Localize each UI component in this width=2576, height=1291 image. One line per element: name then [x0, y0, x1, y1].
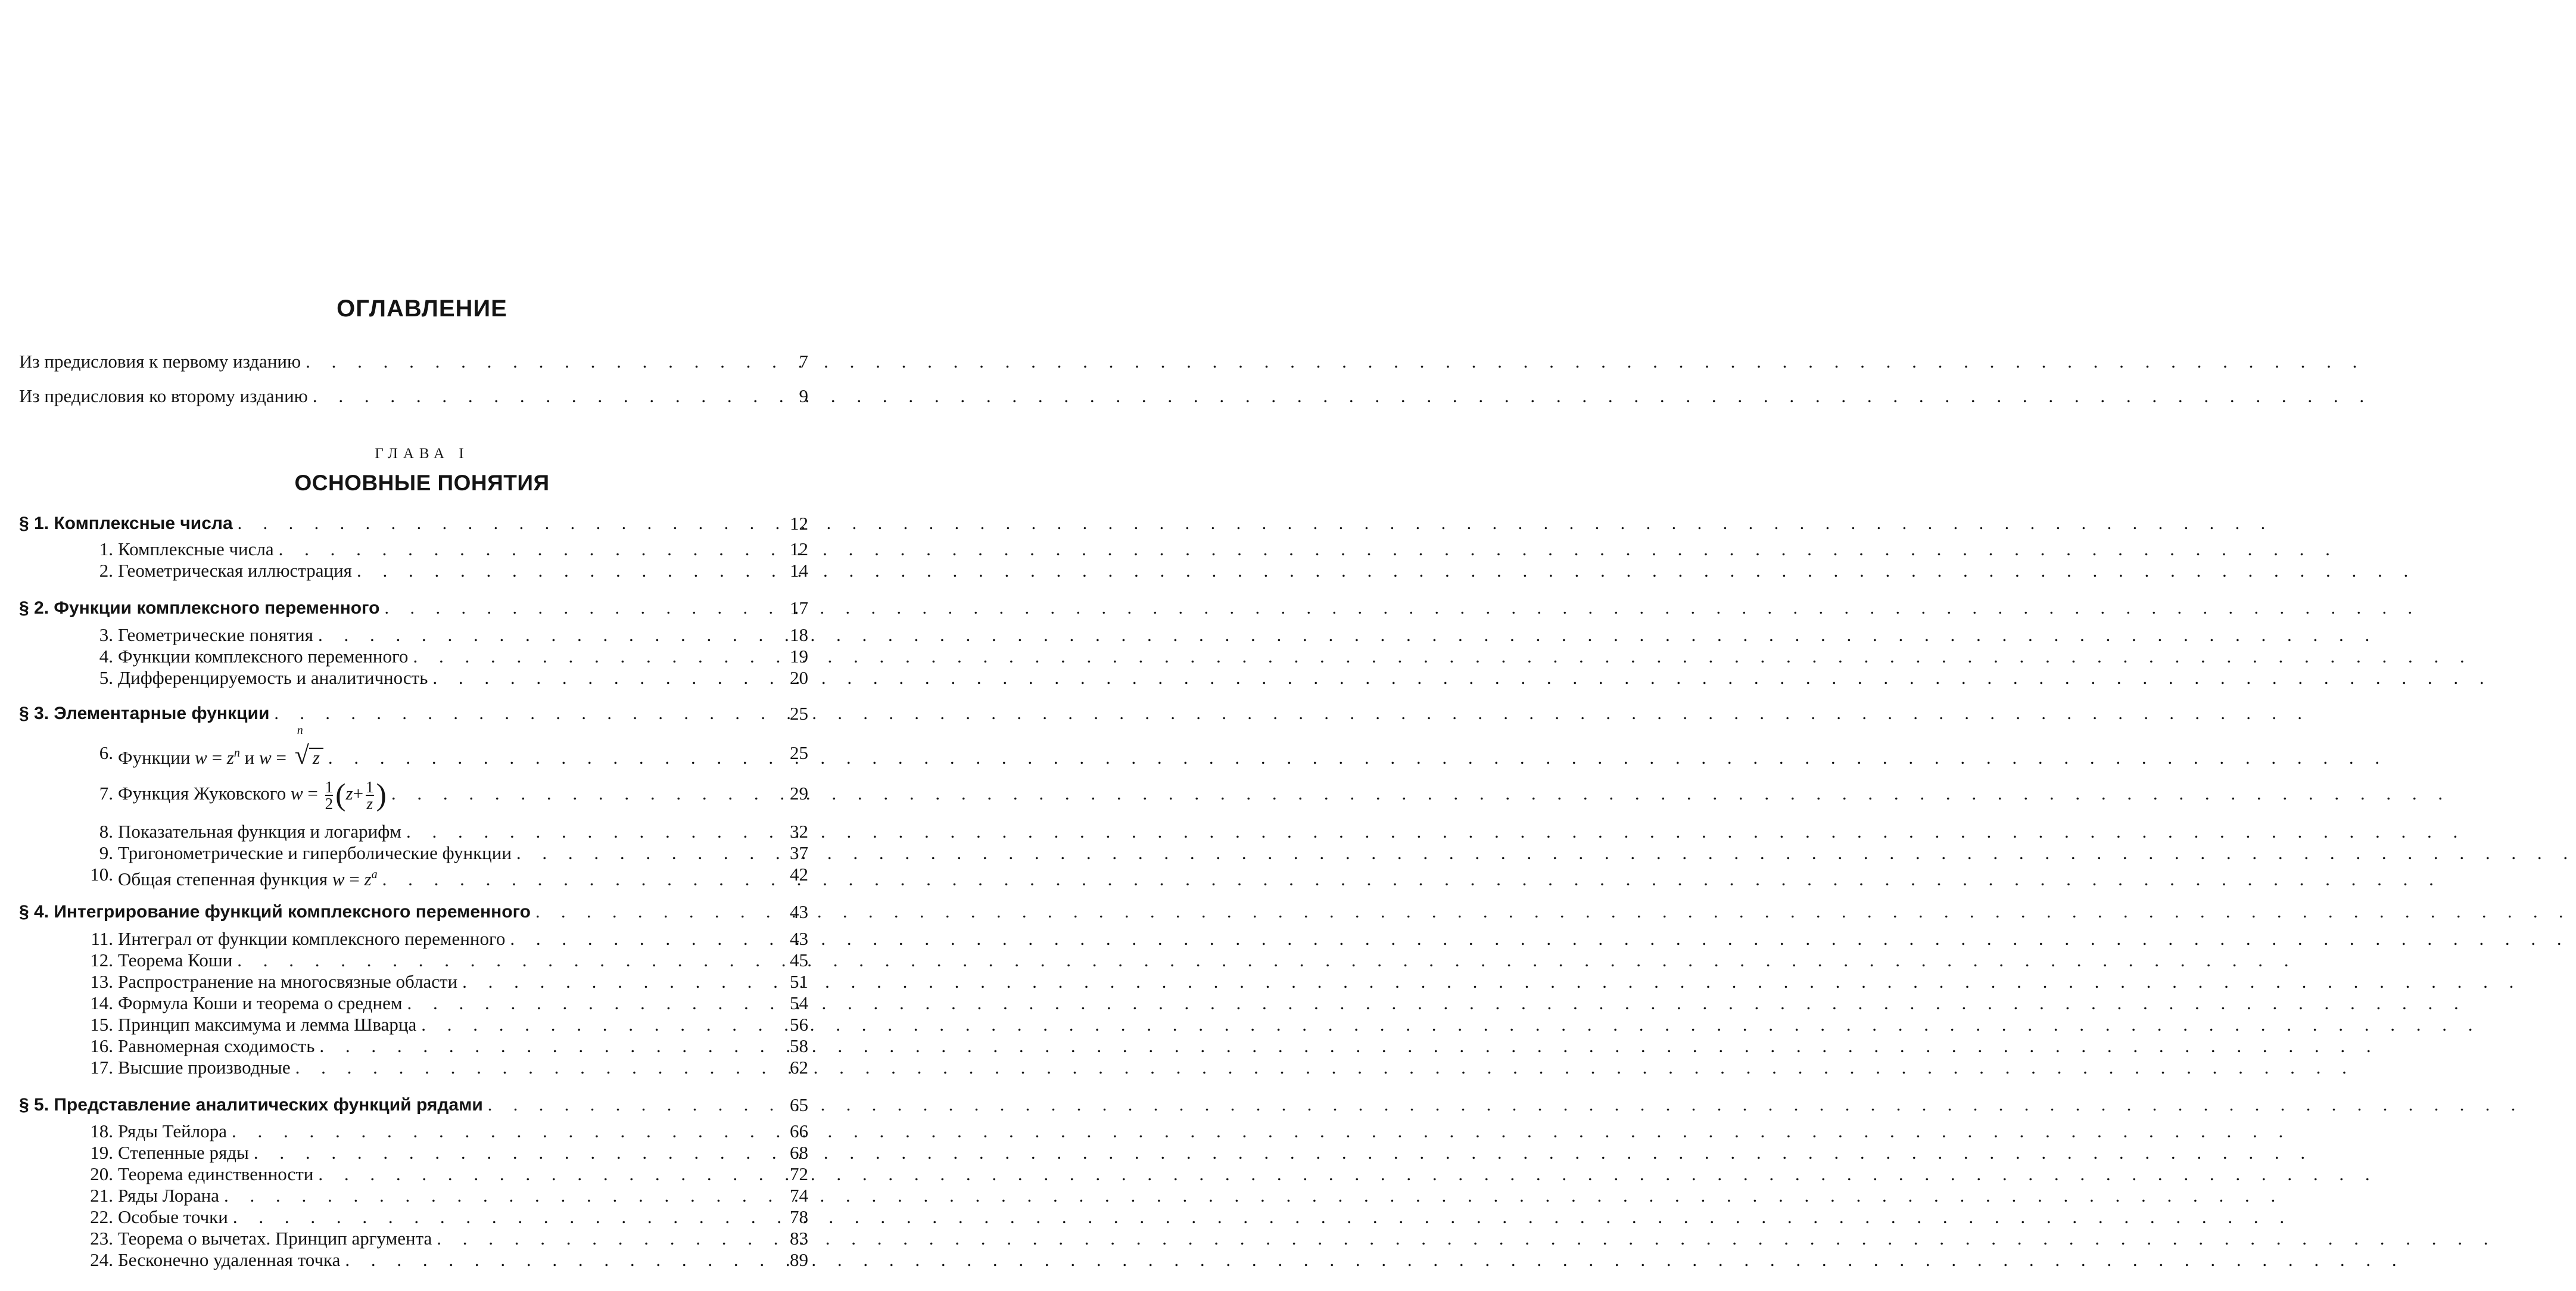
item-label: Геометрические понятия [118, 624, 313, 645]
entry-page-number: 25 [790, 703, 808, 724]
entry-page-number: 43 [790, 928, 808, 949]
item-number: 12. [90, 950, 113, 970]
item-label: Интеграл от функции комплексного переменного [118, 928, 506, 949]
item-label: Принцип максимума и лемма Шварца [118, 1014, 417, 1035]
toc-section-1[interactable] [0, 512, 844, 535]
item-number: 22. [90, 1206, 113, 1227]
page-title: ОГЛАВЛЕНИЕ [337, 295, 507, 322]
entry-page-number: 83 [790, 1228, 808, 1249]
item-number: 15. [90, 1014, 113, 1035]
toc-item-9[interactable] [0, 842, 844, 864]
toc-item-5[interactable] [0, 667, 844, 689]
entry-page-number: 65 [790, 1094, 808, 1115]
item-label: Функции $w = z^n$ и w = n √ z [118, 735, 323, 776]
leader-dots [269, 702, 2310, 725]
section-label: § 1. Комплексные числа [19, 514, 233, 533]
entry-page-number: 43 [790, 901, 808, 922]
leader-dots [531, 901, 2572, 923]
entry-page-number: 74 [790, 1185, 808, 1206]
toc-item-24[interactable] [0, 1249, 844, 1271]
entry-page-number: 58 [790, 1035, 808, 1056]
entry-page-number: 32 [790, 821, 808, 842]
toc-item-11[interactable] [0, 928, 844, 950]
leader-dots [512, 842, 2576, 864]
toc-item-17[interactable] [0, 1056, 844, 1079]
entry-page-number: 17 [790, 598, 808, 618]
item-label: Степенные ряды [118, 1142, 249, 1163]
entry-label: Из предисловия ко второму изданию [19, 385, 308, 406]
toc-item-10[interactable] [0, 863, 844, 889]
item-label: Теорема Коши [118, 950, 233, 970]
item-number: 21. [90, 1185, 113, 1206]
entry-page-number: 62 [790, 1057, 808, 1078]
toc-item-15[interactable] [0, 1013, 844, 1036]
nth-root: n √ z [295, 738, 323, 776]
entry-page-number: 29 [790, 783, 808, 804]
item-label: Ряды Лорана [118, 1185, 220, 1206]
toc-item-13[interactable] [0, 970, 844, 993]
item-label: Равномерная сходимость [118, 1035, 315, 1056]
item-number: 2. [99, 560, 113, 581]
toc-entry-preface-1[interactable] [0, 350, 844, 373]
toc-section-3[interactable] [0, 702, 844, 725]
leader-dots [505, 928, 2569, 950]
leader-dots [416, 1013, 2481, 1036]
section-label: § 3. Элементарные функции [19, 704, 270, 723]
entry-page-number: 72 [790, 1164, 808, 1184]
entry-page-number: 19 [790, 646, 808, 667]
leader-dots [228, 1206, 2292, 1228]
entry-page-number: 18 [790, 624, 808, 645]
entry-page-number: 12 [790, 539, 808, 559]
leader-dots [387, 776, 2451, 811]
leader-dots [401, 820, 2466, 843]
fraction: $\frac{1}{z}$ [366, 777, 374, 813]
toc-item-20[interactable] [0, 1163, 844, 1186]
leader-dots [432, 1227, 2496, 1250]
leader-dots [232, 949, 2297, 972]
item-label: Функции комплексного переменного [118, 646, 409, 667]
item-number: 20. [90, 1164, 113, 1184]
leader-dots [403, 992, 2467, 1015]
section-label: § 2. Функции комплексного переменного [19, 598, 380, 618]
toc-item-19[interactable] [0, 1141, 844, 1164]
item-label: Дифференцируемость и аналитичность [118, 667, 428, 688]
leader-dots [313, 1163, 2378, 1186]
leader-dots [313, 624, 2378, 646]
item-number: 24. [90, 1249, 113, 1270]
item-number: 17. [90, 1057, 113, 1078]
entry-page-number: 68 [790, 1142, 808, 1163]
leader-dots [340, 1249, 2404, 1271]
toc-item-18[interactable] [0, 1120, 844, 1143]
entry-page-number: 9 [799, 385, 808, 406]
item-label: Общая степенная функция $w = z^a$ [118, 868, 378, 889]
item-label: Геометрическая иллюстрация [118, 560, 352, 581]
toc-item-2[interactable] [0, 559, 844, 582]
item-label: Бесконечно удаленная точка [118, 1249, 341, 1270]
entry-page-number: 14 [790, 560, 808, 581]
leader-dots [219, 1184, 2284, 1207]
section-label: § 5. Представление аналитических функций рядами [19, 1095, 483, 1115]
toc-item-4[interactable] [0, 645, 844, 668]
entry-page-number: 45 [790, 950, 808, 970]
entry-page-number: 78 [790, 1206, 808, 1227]
leader-dots [379, 597, 2421, 620]
toc-section-5[interactable] [0, 1094, 844, 1116]
item-label: Теорема о вычетах. Принцип аргумента [118, 1228, 432, 1249]
toc-item-23[interactable] [0, 1227, 844, 1250]
entry-page-number: 25 [790, 742, 808, 763]
item-label: Ряды Тейлора [118, 1121, 228, 1141]
leader-dots [249, 1141, 2313, 1164]
toc-item-1[interactable] [0, 538, 844, 561]
item-label: Распространение на многосвязные области [118, 971, 458, 992]
toc-item-8[interactable] [0, 820, 844, 843]
entry-page-number: 56 [790, 1014, 808, 1035]
item-number: 19. [90, 1142, 113, 1163]
section-label: § 4. Интегрирование функций комплексного переменного [19, 902, 531, 922]
item-label: Комплексные числа [118, 539, 274, 559]
entry-page-number: 54 [790, 993, 808, 1013]
toc-item-21[interactable] [0, 1184, 844, 1207]
leader-dots [323, 740, 2388, 776]
item-label: Тригонометрические и гиперболические функции [118, 842, 512, 863]
item-label: Теорема единственности [118, 1164, 314, 1184]
entry-page-number: 37 [790, 842, 808, 863]
item-number: 8. [99, 821, 113, 842]
item-number: 10. [90, 864, 113, 885]
toc-item-16[interactable] [0, 1035, 844, 1057]
toc-section-2[interactable] [0, 597, 844, 620]
leader-dots [301, 350, 2365, 373]
item-label: Формула Коши и теорема о среднем [118, 993, 403, 1013]
toc-item-22[interactable] [0, 1206, 844, 1228]
item-number: 13. [90, 971, 113, 992]
item-number: 6. [99, 742, 113, 763]
toc-entry-preface-2[interactable] [0, 385, 844, 407]
item-number: 23. [90, 1228, 113, 1249]
leader-dots [274, 538, 2338, 561]
leader-dots [408, 645, 2472, 668]
leader-dots [227, 1120, 2291, 1143]
item-label: Особые точки [118, 1206, 228, 1227]
toc-item-6[interactable] [0, 724, 844, 771]
leader-dots [233, 512, 2274, 535]
item-number: 11. [91, 928, 113, 949]
chapter-label: ГЛАВА I [375, 446, 469, 462]
fraction: $\frac{1}{2}$ [325, 777, 334, 813]
item-number: 1. [99, 539, 113, 559]
entry-page-number: 66 [790, 1121, 808, 1141]
item-label: Показательная функция и логарифм [118, 821, 401, 842]
chapter-title: ОСНОВНЫЕ ПОНЯТИЯ [294, 471, 550, 495]
toc-page [0, 0, 844, 1291]
toc-item-14[interactable] [0, 992, 844, 1015]
entry-page-number: 7 [799, 351, 808, 372]
leader-dots [352, 559, 2416, 582]
entry-page-number: 20 [790, 667, 808, 688]
item-number: 5. [99, 667, 113, 688]
item-number: 7. [99, 783, 113, 804]
item-number: 3. [99, 624, 113, 645]
toc-item-3[interactable] [0, 624, 844, 646]
leader-dots [428, 667, 2492, 689]
entry-page-number: 89 [790, 1249, 808, 1270]
item-label: Функция Жуковского w = $\frac{1}{2}$ (z+ $\frac{1}{z}$ ) [118, 777, 387, 813]
toc-section-4[interactable] [0, 901, 844, 923]
item-number: 18. [90, 1121, 113, 1141]
item-number: 4. [99, 646, 113, 667]
item-label: Высшие производные [118, 1057, 291, 1078]
leader-dots [378, 868, 2442, 891]
leader-dots [291, 1056, 2355, 1079]
item-number: 16. [90, 1035, 113, 1056]
leader-dots [314, 1035, 2379, 1057]
leader-dots [308, 385, 2372, 407]
entry-label: Из предисловия к первому изданию [19, 351, 301, 372]
item-number: 9. [99, 842, 113, 863]
toc-item-7[interactable] [0, 776, 844, 811]
entry-page-number: 12 [790, 513, 808, 534]
entry-page-number: 51 [790, 971, 808, 992]
item-number: 14. [90, 993, 113, 1013]
entry-page-number: 42 [790, 864, 808, 885]
toc-item-12[interactable] [0, 949, 844, 972]
